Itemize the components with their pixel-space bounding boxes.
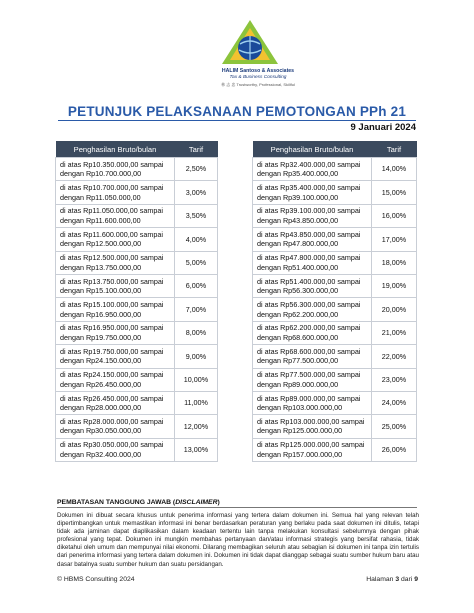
rate-table-right xyxy=(252,141,417,462)
rate-cell: 24,00% xyxy=(372,391,417,414)
income-range-cell: di atas Rp11.050.000,00 sampai dengan Rp11.600.000,00 xyxy=(56,204,175,227)
income-range-cell: di atas Rp35.400.000,00 sampai dengan Rp39.100.000,00 xyxy=(253,181,372,204)
table-header-row xyxy=(56,141,218,158)
table-row xyxy=(253,368,417,391)
rate-cell: 16,00% xyxy=(372,204,417,227)
disclaimer-heading-word: DISCLAIMER xyxy=(175,499,218,506)
disclaimer-heading-suffix: ) xyxy=(217,499,220,506)
income-range-cell: di atas Rp16.950.000,00 sampai dengan Rp19.750.000,00 xyxy=(56,321,175,344)
page-current: 3 xyxy=(395,576,400,583)
column-header-rate: Tarif xyxy=(372,141,417,158)
income-range-cell: di atas Rp30.050.000,00 sampai dengan Rp32.400.000,00 xyxy=(56,438,175,461)
table-row xyxy=(56,228,218,251)
disclaimer-heading xyxy=(57,499,220,506)
document-title: PETUNJUK PELAKSANAAN PEMOTONGAN PPh 21 xyxy=(67,104,407,119)
table-row xyxy=(56,298,218,321)
table-row xyxy=(56,391,218,414)
rate-cell: 21,00% xyxy=(372,321,417,344)
logo-tagline: 林 志 忠 Trustworthy, Professional, Skillful xyxy=(221,82,295,87)
rate-cell: 12,00% xyxy=(175,415,218,438)
rate-cell: 4,00% xyxy=(175,228,218,251)
rate-cell: 3,50% xyxy=(175,204,218,227)
logo-emblem-icon xyxy=(218,18,282,68)
rate-cell: 8,00% xyxy=(175,321,218,344)
income-range-cell: di atas Rp12.500.000,00 sampai dengan Rp13.750.000,00 xyxy=(56,251,175,274)
rate-cell: 10,00% xyxy=(175,368,218,391)
rate-table-left xyxy=(55,141,218,462)
income-range-cell: di atas Rp77.500.000,00 sampai dengan Rp89.000.000,00 xyxy=(253,368,372,391)
income-range-cell: di atas Rp32.400.000,00 sampai dengan Rp35.400.000,00 xyxy=(253,158,372,181)
document-date: 9 Januari 2024 xyxy=(350,122,416,133)
rate-cell: 22,00% xyxy=(372,345,417,368)
table-row xyxy=(56,181,218,204)
income-range-cell: di atas Rp10.350.000,00 sampai dengan Rp10.700.000,00 xyxy=(56,158,175,181)
income-range-cell: di atas Rp26.450.000,00 sampai dengan Rp28.000.000,00 xyxy=(56,391,175,414)
table-row xyxy=(253,345,417,368)
logo-subtitle: Tax & Business Consulting xyxy=(229,75,287,80)
table-row xyxy=(56,368,218,391)
table-row xyxy=(253,228,417,251)
title-divider xyxy=(58,120,416,121)
rate-cell: 9,00% xyxy=(175,345,218,368)
income-range-cell: di atas Rp39.100.000,00 sampai dengan Rp43.850.000,00 xyxy=(253,204,372,227)
table-row xyxy=(253,181,417,204)
table-row xyxy=(253,321,417,344)
income-range-cell: di atas Rp28.000.000,00 sampai dengan Rp30.050.000,00 xyxy=(56,415,175,438)
income-range-cell: di atas Rp125.000.000,00 sampai dengan Rp157.000.000,00 xyxy=(253,438,372,461)
income-range-cell: di atas Rp13.750.000,00 sampai dengan Rp15.100.000,00 xyxy=(56,274,175,297)
table-header-row xyxy=(253,141,417,158)
income-range-cell: di atas Rp47.800.000,00 sampai dengan Rp51.400.000,00 xyxy=(253,251,372,274)
rate-cell: 14,00% xyxy=(372,158,417,181)
disclaimer-heading-prefix: PEMBATASAN TANGGUNG JAWAB ( xyxy=(57,499,176,506)
table-row xyxy=(56,274,218,297)
rate-cell: 3,00% xyxy=(175,181,218,204)
income-range-cell: di atas Rp10.700.000,00 sampai dengan Rp11.050.000,00 xyxy=(56,181,175,204)
income-range-cell: di atas Rp43.850.000,00 sampai dengan Rp47.800.000,00 xyxy=(253,228,372,251)
table-row xyxy=(253,391,417,414)
column-header-rate: Tarif xyxy=(175,141,218,158)
rate-cell: 6,00% xyxy=(175,274,218,297)
income-range-cell: di atas Rp62.200.000,00 sampai dengan Rp68.600.000,00 xyxy=(253,321,372,344)
table-row xyxy=(253,158,417,181)
page-total: 9 xyxy=(414,576,418,583)
rate-table-right-body xyxy=(253,158,417,462)
rate-cell: 15,00% xyxy=(372,181,417,204)
column-header-income: Penghasilan Bruto/bulan xyxy=(56,141,175,158)
income-range-cell: di atas Rp56.300.000,00 sampai dengan Rp62.200.000,00 xyxy=(253,298,372,321)
rate-cell: 26,00% xyxy=(372,438,417,461)
table-row xyxy=(56,415,218,438)
income-range-cell: di atas Rp19.750.000,00 sampai dengan Rp24.150.000,00 xyxy=(56,345,175,368)
rate-cell: 17,00% xyxy=(372,228,417,251)
table-row xyxy=(56,345,218,368)
rate-cell: 7,00% xyxy=(175,298,218,321)
logo-company-name: HALIM Santoso & Associates xyxy=(221,68,295,74)
rate-cell: 19,00% xyxy=(372,274,417,297)
table-row xyxy=(253,298,417,321)
rate-cell: 2,50% xyxy=(175,158,218,181)
income-range-cell: di atas Rp15.100.000,00 sampai dengan Rp16.950.000,00 xyxy=(56,298,175,321)
rate-cell: 18,00% xyxy=(372,251,417,274)
income-range-cell: di atas Rp51.400.000,00 sampai dengan Rp56.300.000,00 xyxy=(253,274,372,297)
income-range-cell: di atas Rp11.600.000,00 sampai dengan Rp12.500.000,00 xyxy=(56,228,175,251)
income-range-cell: di atas Rp68.600.000,00 sampai dengan Rp77.500.000,00 xyxy=(253,345,372,368)
page-prefix: Halaman xyxy=(366,576,396,583)
income-range-cell: di atas Rp103.000.000,00 sampai dengan Rp125.000.000,00 xyxy=(253,415,372,438)
table-row xyxy=(56,321,218,344)
footer-copyright: © HBMS Consulting 2024 xyxy=(57,576,135,583)
company-logo xyxy=(210,18,295,90)
table-row xyxy=(253,274,417,297)
rate-cell: 25,00% xyxy=(372,415,417,438)
table-row xyxy=(56,251,218,274)
table-row xyxy=(253,204,417,227)
rate-cell: 20,00% xyxy=(372,298,417,321)
column-header-income: Penghasilan Bruto/bulan xyxy=(253,141,372,158)
rate-cell: 11,00% xyxy=(175,391,218,414)
table-row xyxy=(253,438,417,461)
rate-cell: 5,00% xyxy=(175,251,218,274)
rate-cell: 13,00% xyxy=(175,438,218,461)
table-row xyxy=(56,158,218,181)
disclaimer-divider xyxy=(57,507,417,508)
income-range-cell: di atas Rp89.000.000,00 sampai dengan Rp103.000.000,00 xyxy=(253,391,372,414)
table-row xyxy=(56,204,218,227)
table-row xyxy=(56,438,218,461)
footer-page-number xyxy=(366,576,418,583)
disclaimer-text: Dokumen ini dibuat secara khusus untuk penerima informasi yang tertera dalam dokumen ini. Semua hal yang relevan telah dipertimbangkan untuk memastikan informasi ini benar berdasarkan peraturan yang berlaku pada saat dokumen ini ditulis, tetapi tidak ada jaminan dapat diaplikasikan dalam keadaan tertentu lain tanpa melakukan konsultasi sebelumnya dengan pihak profesional yang tepat. Dokumen ini mungkin membahas pertanyaan dan/atau informasi strategis yang bersifat rahasia, tidak diketahui oleh umum dan mempunyai nilai ekonomi. Dilarang membagikan seluruh atau sebagian isi dokumen ini tanpa izin tertulis dari penerima informasi yang tertera dalam dokumen ini. Dokumen ini tidak dapat dianggap sebagai suatu sumber hukum baru atau dasar batalnya suatu sumber hukum dan suatu persidangan. xyxy=(57,512,419,568)
income-range-cell: di atas Rp24.150.000,00 sampai dengan Rp26.450.000,00 xyxy=(56,368,175,391)
table-row xyxy=(253,415,417,438)
rate-cell: 23,00% xyxy=(372,368,417,391)
rate-table-left-body xyxy=(56,158,218,462)
page-mid: dari xyxy=(399,576,415,583)
table-row xyxy=(253,251,417,274)
